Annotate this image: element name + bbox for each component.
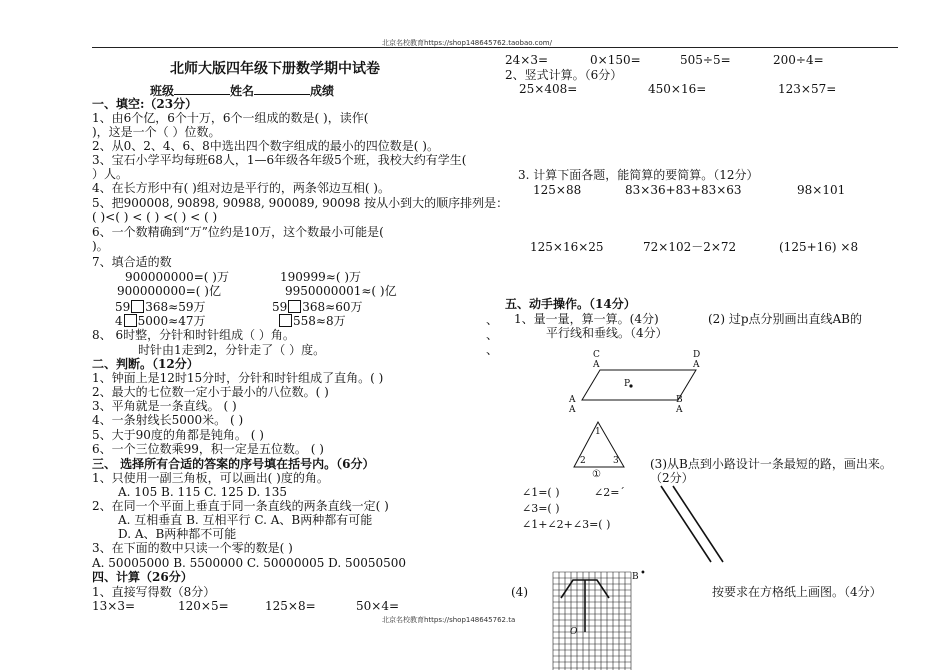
calc-item: 24×3= bbox=[505, 53, 549, 67]
calc-item: 0×150= bbox=[590, 53, 641, 67]
name-blank[interactable] bbox=[254, 83, 310, 95]
vertex-label: D bbox=[693, 350, 701, 360]
class-blank[interactable] bbox=[174, 83, 230, 95]
point-p-label: P bbox=[624, 379, 631, 389]
name-label: 姓名 bbox=[230, 84, 255, 98]
digit-box[interactable] bbox=[279, 314, 292, 327]
fill-q6-line2: )。 bbox=[92, 239, 109, 253]
digit-box[interactable] bbox=[131, 300, 144, 313]
calc-q3-title: 3. 计算下面各题，能简算的要简算。（12分） bbox=[518, 168, 759, 182]
operate-q2: (2) 过p点分别画出直线AB的 bbox=[708, 312, 862, 326]
fill-q7-r4a bbox=[115, 314, 206, 328]
fill-q7-r2b: 9950000001≈( )亿 bbox=[285, 284, 397, 298]
road-edge-line bbox=[673, 486, 723, 562]
section-1-title: 一、填空:（23分） bbox=[92, 97, 198, 111]
simplify-item: 125×88 bbox=[533, 183, 582, 197]
section-3-title: 三、 选择所有合适的答案的序号填在括号内。（6分） bbox=[92, 457, 375, 471]
section-5-title: 五、动手操作。（14分） bbox=[505, 297, 636, 311]
student-info-line bbox=[150, 83, 334, 98]
angle-number-label: 1 bbox=[595, 427, 601, 437]
simplify-item: 98×101 bbox=[797, 183, 846, 197]
fill-q3-line2: ）人。 bbox=[92, 167, 129, 181]
judge-q3: 3、平角就是一条直线。 ( ) bbox=[92, 399, 237, 413]
road-edge-line bbox=[661, 486, 711, 562]
fill-q7-r3b-suffix: 368≈60万 bbox=[302, 300, 363, 314]
score-label: 成绩 bbox=[310, 84, 335, 98]
angle-answer: ∠1+∠2+∠3=( ) bbox=[522, 518, 611, 531]
fill-q7-r3a-prefix: 59 bbox=[115, 300, 131, 314]
section-2-title: 二、判断。（12分） bbox=[92, 357, 199, 371]
calc-item: 200÷4= bbox=[773, 53, 824, 67]
figure-number-label: ① bbox=[592, 469, 601, 480]
margin-mark: 、 bbox=[486, 328, 499, 342]
grid-origin-label: O bbox=[570, 627, 578, 637]
operate-q4-number: (4) bbox=[511, 585, 528, 599]
fill-q7-r3a-suffix: 368≈59万 bbox=[145, 300, 206, 314]
grid-paper bbox=[553, 572, 633, 671]
fill-q1-line1: 1、由6个亿，6个十万，6个一组成的数是( )，读作( bbox=[92, 111, 369, 125]
vertex-label: A bbox=[569, 395, 576, 405]
simplify-item: (125+16) ×8 bbox=[779, 240, 859, 254]
angle-number-label: 3 bbox=[613, 456, 619, 466]
fill-q4: 4、在长方形中有( )组对边是平行的，两条邻边互相( )。 bbox=[92, 181, 390, 195]
fill-q7-r4b-suffix: 558≈8万 bbox=[293, 314, 346, 328]
parallelogram-figure bbox=[560, 348, 710, 418]
operate-q3: (3)从B点到小路设计一条最短的路，画出来。 bbox=[650, 457, 892, 471]
vertical-calc-item: 450×16= bbox=[648, 82, 707, 96]
fill-q5-line2: ( )<( ) < ( ) <( ) < ( ) bbox=[92, 210, 218, 224]
page-footer: 北京名校教育https://shop148645762.ta bbox=[382, 616, 516, 624]
choice-q2: 2、在同一个平面上垂直于同一条直线的两条直线一定( ) bbox=[92, 499, 389, 513]
calc-q1-title: 1、直接写得数（8分） bbox=[92, 585, 216, 599]
angle-answer: ∠2=ˊ bbox=[594, 486, 625, 499]
choice-q3-options: A. 50005000 B. 5500000 C. 50000005 D. 50050500 bbox=[92, 556, 407, 570]
fill-q2: 2、从0、2、4、6、8中选出四个数字组成的最小的四位数是( )。 bbox=[92, 139, 439, 153]
operate-q3-line2: （2分） bbox=[650, 471, 694, 485]
operate-q1: 1、量一量，算一算。(4分) bbox=[514, 312, 659, 326]
angle-number-label: 2 bbox=[580, 456, 586, 466]
fill-q8-line2: 时针由1走到2，分针走了（ ）度。 bbox=[138, 343, 326, 357]
fill-q1-line2: )，这是一个（ ）位数。 bbox=[92, 125, 221, 139]
calc-item: 50×4= bbox=[356, 599, 400, 613]
fill-q7-r4b bbox=[278, 314, 346, 328]
vertical-calc-item: 123×57= bbox=[778, 82, 837, 96]
judge-q1: 1、钟面上是12时15分时，分针和时针组成了直角。( ) bbox=[92, 371, 384, 385]
calc-item: 505÷5= bbox=[680, 53, 731, 67]
fill-q7-title: 7、填合适的数 bbox=[92, 255, 172, 269]
exam-title: 北师大版四年级下册数学期中试卷 bbox=[170, 61, 380, 77]
judge-q6: 6、一个三位数乘99，积一定是五位数。 ( ) bbox=[92, 442, 324, 456]
operate-q2-line2: 平行线和垂线。（4分） bbox=[546, 326, 668, 340]
choice-q2-options-2: D. A、B两种都不可能 bbox=[118, 527, 237, 541]
choice-q3: 3、在下面的数中只读一个零的数是( ) bbox=[92, 541, 293, 555]
fill-q7-r4a-suffix: 5000≈47万 bbox=[137, 314, 206, 328]
section-4-title: 四、计算（26分） bbox=[92, 570, 193, 584]
vertex-label: A bbox=[693, 360, 700, 370]
vertex-label: A bbox=[569, 405, 576, 415]
vertical-calc-item: 25×408= bbox=[519, 82, 578, 96]
vertex-label: B bbox=[676, 395, 683, 405]
fill-q3-line1: 3、宝石小学平均每班68人，1—6年级各年级5个班，我校大约有学生( bbox=[92, 153, 467, 167]
calc-item: 120×5= bbox=[178, 599, 229, 613]
angle-answer: ∠1=( ) bbox=[522, 486, 560, 499]
simplify-item: 83×36+83+83×63 bbox=[625, 183, 742, 197]
vertex-label: A bbox=[676, 405, 683, 415]
simplify-item: 72×102－2×72 bbox=[643, 240, 737, 254]
margin-mark: 、 bbox=[486, 343, 499, 357]
margin-mark: 、 bbox=[486, 313, 499, 327]
fill-q7-r4a-prefix: 4 bbox=[115, 314, 123, 328]
choice-q1-options: A. 105 B. 115 C. 125 D. 135 bbox=[118, 485, 288, 499]
class-label: 班级 bbox=[150, 84, 175, 98]
fill-q8-line1: 8、 6时整，分针和时针组成（ ）角。 bbox=[92, 328, 295, 342]
vertex-label: A bbox=[593, 360, 600, 370]
choice-q1: 1、只使用一副三角板，可以画出( )度的角。 bbox=[92, 471, 329, 485]
grid-lines bbox=[553, 572, 631, 670]
operate-q4: 按要求在方格纸上画图。（4分） bbox=[712, 585, 882, 599]
calc-item: 13×3= bbox=[92, 599, 136, 613]
fill-q7-r3a bbox=[115, 300, 206, 314]
vertex-label: C bbox=[593, 350, 600, 360]
road-lines bbox=[640, 480, 740, 570]
calc-item: 125×8= bbox=[265, 599, 316, 613]
judge-q5: 5、大于90度的角都是钝角。 ( ) bbox=[92, 428, 264, 442]
fill-q7-r1b: 190999≈( )万 bbox=[280, 270, 362, 284]
judge-q4: 4、一条射线长5000米。 ( ) bbox=[92, 413, 244, 427]
page-header: 北京名校教育https://shop148645762.taobao.com/ bbox=[382, 39, 552, 47]
fill-q7-r3b bbox=[272, 300, 363, 314]
angle-answer: ∠3=( ) bbox=[522, 502, 560, 515]
choice-q2-options: A. 互相垂直 B. 互相平行 C. A、B两种都有可能 bbox=[118, 513, 373, 527]
digit-box[interactable] bbox=[124, 314, 137, 327]
fill-q7-r2a: 900000000=( )亿 bbox=[117, 284, 221, 298]
digit-box[interactable] bbox=[288, 300, 301, 313]
fill-q5-line1: 5、把900008, 90898, 90988, 900089, 90098 按从小到大的顺序排列是： bbox=[92, 196, 509, 210]
grid-point-b-dot: • bbox=[640, 568, 646, 579]
header-rule bbox=[92, 47, 898, 48]
judge-q2: 2、最大的七位数一定小于最小的八位数。( ) bbox=[92, 385, 329, 399]
calc-q2-title: 2、竖式计算。（6分） bbox=[505, 68, 623, 82]
fill-q7-r3b-prefix: 59 bbox=[272, 300, 288, 314]
fill-q7-r1a: 900000000=( )万 bbox=[125, 270, 229, 284]
fill-q6-line1: 6、一个数精确到“万”位约是10万，这个数最小可能是( bbox=[92, 225, 384, 239]
grid-point-label: B bbox=[632, 572, 639, 582]
simplify-item: 125×16×25 bbox=[530, 240, 604, 254]
